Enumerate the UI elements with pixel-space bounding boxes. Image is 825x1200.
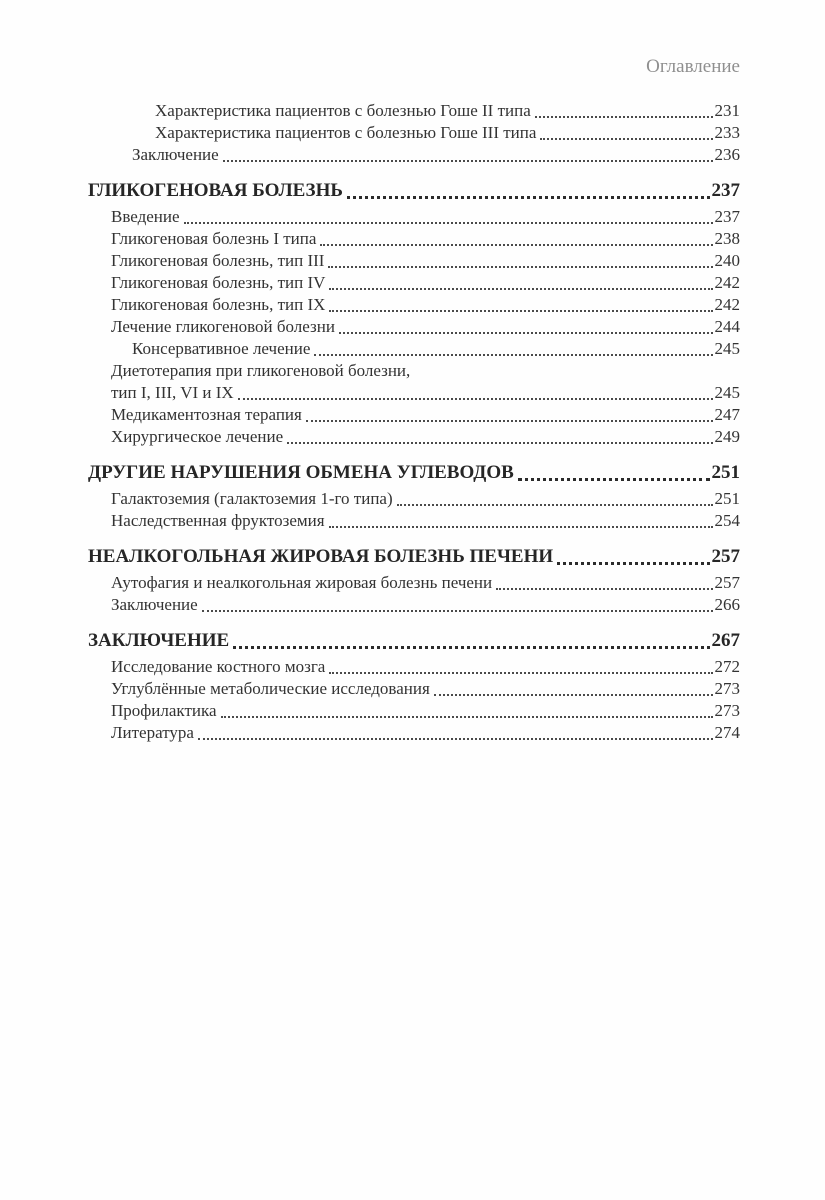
page-content: [88, 0, 740, 744]
dotted-leader: [221, 716, 713, 718]
toc-entry-label: Гликогеновая болезнь, тип III: [111, 251, 325, 270]
toc-entry-page: 236: [714, 145, 740, 164]
toc-entry: [88, 404, 740, 426]
toc-entry: [88, 722, 740, 744]
toc-entry-label: НЕАЛКОГОЛЬНАЯ ЖИРОВАЯ БОЛЕЗНЬ ПЕЧЕНИ: [88, 546, 554, 567]
toc-entry: [88, 144, 740, 166]
dotted-leader: [233, 646, 709, 649]
toc-entry: [88, 572, 740, 594]
toc-entry-page: 266: [714, 595, 740, 614]
dotted-leader: [202, 610, 713, 612]
dotted-leader: [287, 442, 712, 444]
dotted-leader: [184, 222, 713, 224]
toc-entry-page: 238: [714, 229, 740, 248]
toc-entry-label: Исследование костного мозга: [111, 657, 326, 676]
dotted-leader: [306, 420, 713, 422]
toc-entry: [88, 510, 740, 532]
dotted-leader: [223, 160, 713, 162]
toc-entry-label: Консервативное лечение: [132, 339, 311, 358]
toc-entry: [88, 656, 740, 678]
toc-entry-label: Профилактика: [111, 701, 217, 720]
dotted-leader: [329, 526, 713, 528]
toc-entry-label: Заключение: [111, 595, 198, 614]
toc-entry: [88, 316, 740, 338]
toc-entry-label: Введение: [111, 207, 180, 226]
toc-entry-page: 273: [714, 679, 740, 698]
dotted-leader: [329, 288, 712, 290]
toc-entry-label: ЗАКЛЮЧЕНИЕ: [88, 630, 230, 651]
toc-entry-page: 245: [714, 383, 740, 402]
toc-entry-label: Углублённые метаболические исследования: [111, 679, 430, 698]
toc-entry-label: Гликогеновая болезнь, тип IX: [111, 295, 326, 314]
toc-entry: [88, 228, 740, 250]
toc-entry: [88, 338, 740, 360]
toc-entry-label: Гликогеновая болезнь I типа: [111, 229, 317, 248]
dotted-leader: [339, 332, 713, 334]
toc-entry: [88, 544, 740, 569]
toc-entry-label: Характеристика пациентов с болезнью Гоше III типа: [155, 123, 537, 142]
dotted-leader: [329, 310, 712, 312]
toc-entry-page: 244: [714, 317, 740, 336]
dotted-leader: [434, 694, 713, 696]
toc-entry: [88, 294, 740, 316]
toc-entry-label: ГЛИКОГЕНОВАЯ БОЛЕЗНЬ: [88, 180, 343, 201]
toc-entry-page: 249: [714, 427, 740, 446]
toc-entry-label: Заключение: [132, 145, 219, 164]
toc-entry: [88, 206, 740, 228]
toc-entry-label: Аутофагия и неалкогольная жировая болезнь печени: [111, 573, 493, 592]
dotted-leader: [328, 266, 712, 268]
toc-entry: [88, 272, 740, 294]
toc-entry: [88, 628, 740, 653]
toc-entry-label: Наследственная фруктоземия: [111, 511, 325, 530]
toc-entry-page: 274: [714, 723, 740, 742]
dotted-leader: [540, 138, 712, 140]
toc-entry-label: Гликогеновая болезнь, тип IV: [111, 273, 326, 292]
toc-entry-page: 242: [714, 273, 740, 292]
dotted-leader: [557, 562, 709, 565]
dotted-leader: [238, 398, 713, 400]
toc-entry-page: 257: [714, 573, 740, 592]
page-header: Оглавление: [646, 56, 740, 77]
toc-entry-label: Хирургическое лечение: [111, 427, 284, 446]
toc-entry: [88, 122, 740, 144]
dotted-leader: [320, 244, 712, 246]
dotted-leader: [535, 116, 713, 118]
toc-entry: [88, 100, 740, 122]
dotted-leader: [314, 354, 712, 356]
dotted-leader: [198, 738, 713, 740]
toc-entry-page: 231: [714, 101, 740, 120]
toc-entry: [88, 382, 740, 404]
toc-entry: [88, 360, 740, 382]
toc-entry: [88, 700, 740, 722]
toc-entry-page: 245: [714, 339, 740, 358]
toc-entry-label: Галактоземия (галактоземия 1-го типа): [111, 489, 393, 508]
toc-entry-label: ДРУГИЕ НАРУШЕНИЯ ОБМЕНА УГЛЕВОДОВ: [88, 462, 514, 483]
dotted-leader: [347, 196, 710, 199]
toc-list: [88, 100, 740, 744]
toc-entry: [88, 594, 740, 616]
toc-entry-label: Медикаментозная терапия: [111, 405, 302, 424]
toc-entry-page: 251: [711, 462, 740, 483]
toc-entry-page: 247: [714, 405, 740, 424]
toc-entry: [88, 426, 740, 448]
toc-entry: [88, 460, 740, 485]
toc-entry: [88, 488, 740, 510]
toc-entry-label: Диетотерапия при гликогеновой болезни,: [111, 361, 411, 380]
dotted-leader: [518, 478, 710, 481]
toc-entry-page: 273: [714, 701, 740, 720]
toc-entry-page: 233: [714, 123, 740, 142]
toc-entry-page: 272: [714, 657, 740, 676]
toc-entry: [88, 678, 740, 700]
dotted-leader: [496, 588, 712, 590]
toc-entry-label: Характеристика пациентов с болезнью Гоше II типа: [155, 101, 531, 120]
toc-entry-page: 251: [714, 489, 740, 508]
toc-entry-page: 237: [711, 180, 740, 201]
toc-entry-page: 267: [711, 630, 740, 651]
toc-entry-label: Лечение гликогеновой болезни: [111, 317, 335, 336]
dotted-leader: [329, 672, 712, 674]
toc-entry-label: тип I, III, VI и IX: [111, 383, 234, 402]
toc-entry-page: 254: [714, 511, 740, 530]
toc-entry: [88, 250, 740, 272]
toc-entry-page: 240: [714, 251, 740, 270]
toc-entry-page: 257: [711, 546, 740, 567]
toc-entry-page: 242: [714, 295, 740, 314]
toc-entry-page: 237: [714, 207, 740, 226]
toc-entry: [88, 178, 740, 203]
toc-entry-label: Литература: [111, 723, 194, 742]
dotted-leader: [397, 504, 713, 506]
